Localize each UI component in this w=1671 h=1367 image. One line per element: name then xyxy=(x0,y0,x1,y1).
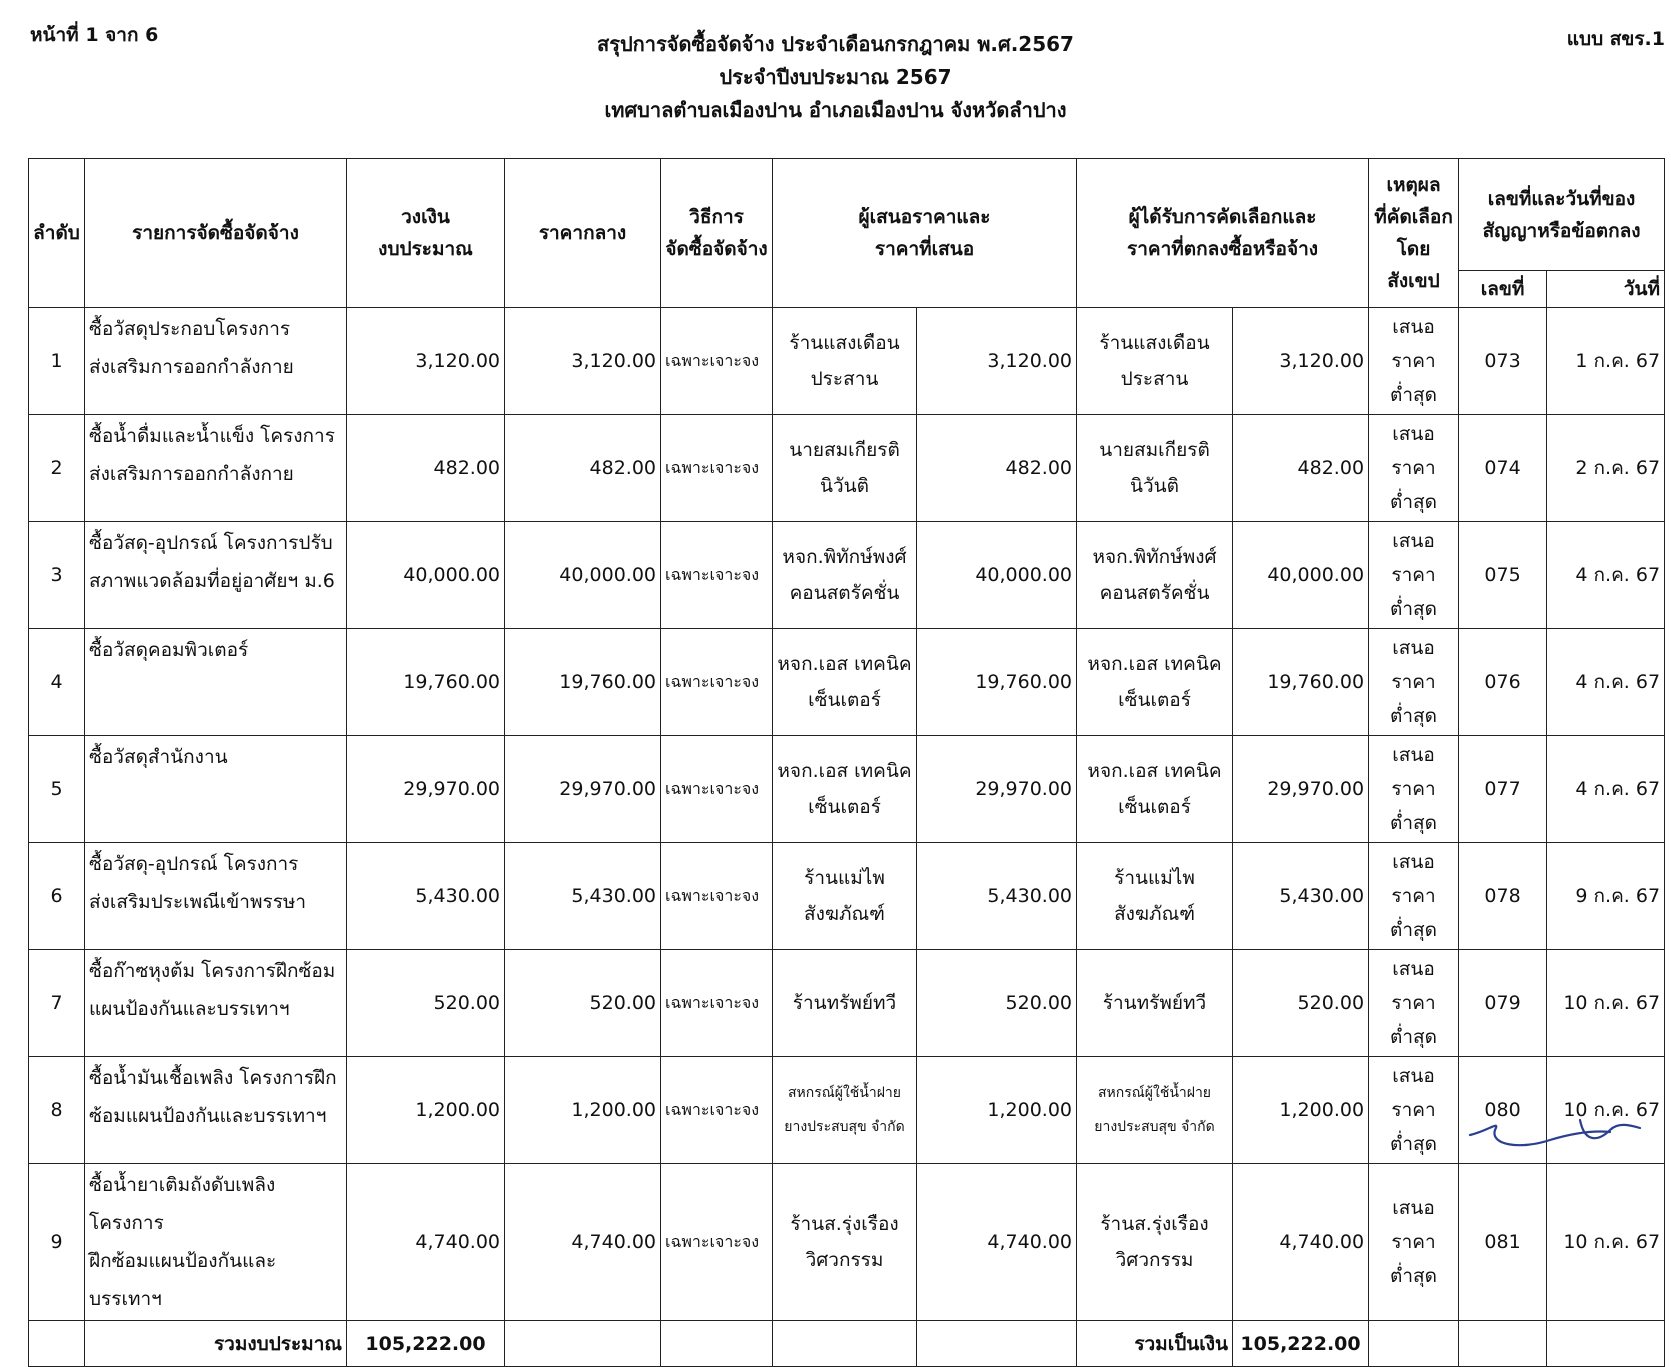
header-method: วิธีการ จัดซื้อจัดจ้าง xyxy=(661,159,773,308)
row-reason: เสนอราคา ต่ำสุด xyxy=(1369,415,1459,522)
table-row xyxy=(29,843,1665,950)
procurement-table xyxy=(28,158,1665,1367)
row-no: 4 xyxy=(29,629,85,736)
row-method: เฉพาะเจาะจง xyxy=(661,522,773,629)
row-bidder: หจก.เอส เทคนิค เซ็นเตอร์ xyxy=(773,629,917,736)
row-bid-price: 3,120.00 xyxy=(917,308,1077,415)
header-bidders: ผู้เสนอราคาและ ราคาที่เสนอ xyxy=(773,159,1077,308)
page-number: หน้าที่ 1 จาก 6 xyxy=(30,24,159,46)
row-item: ซื้อวัสดุ-อุปกรณ์ โครงการ ส่งเสริมประเพณีเข้าพรรษา xyxy=(85,843,347,950)
title-line-1: สรุปการจัดซื้อจัดจ้าง ประจำเดือนกรกฎาคม พ.ศ.2567 xyxy=(597,32,1074,56)
row-reason: เสนอราคา ต่ำสุด xyxy=(1369,522,1459,629)
document-title xyxy=(0,28,1671,127)
row-budget: 4,740.00 xyxy=(347,1164,505,1321)
total-sum-label: รวมเป็นเงิน xyxy=(1077,1321,1233,1367)
row-bid-price: 482.00 xyxy=(917,415,1077,522)
row-reason: เสนอราคา ต่ำสุด xyxy=(1369,629,1459,736)
totals-row xyxy=(29,1321,1665,1367)
total-sum-value: 105,222.00 xyxy=(1233,1321,1369,1367)
row-reason: เสนอราคา ต่ำสุด xyxy=(1369,843,1459,950)
row-no: 8 xyxy=(29,1057,85,1164)
row-contract-no: 077 xyxy=(1459,736,1547,843)
header-median-price: ราคากลาง xyxy=(505,159,661,308)
row-budget: 5,430.00 xyxy=(347,843,505,950)
row-budget: 1,200.00 xyxy=(347,1057,505,1164)
signature xyxy=(1460,1090,1650,1160)
row-contract-date: 1 ก.ค. 67 xyxy=(1547,308,1665,415)
row-median-price: 40,000.00 xyxy=(505,522,661,629)
row-contract-no: 073 xyxy=(1459,308,1547,415)
total-budget-value: 105,222.00 xyxy=(347,1321,505,1367)
row-method: เฉพาะเจาะจง xyxy=(661,308,773,415)
row-median-price: 520.00 xyxy=(505,950,661,1057)
table-row xyxy=(29,1057,1665,1164)
row-win-price: 3,120.00 xyxy=(1233,308,1369,415)
row-bidder: หจก.เอส เทคนิค เซ็นเตอร์ xyxy=(773,736,917,843)
row-method: เฉพาะเจาะจง xyxy=(661,736,773,843)
header-contract-date: วันที่ xyxy=(1547,271,1665,308)
row-contract-no: 079 xyxy=(1459,950,1547,1057)
row-winner: สหกรณ์ผู้ใช้น้ำฝาย ยางประสบสุข จำกัด xyxy=(1077,1057,1233,1164)
row-no: 7 xyxy=(29,950,85,1057)
row-method: เฉพาะเจาะจง xyxy=(661,629,773,736)
row-budget: 520.00 xyxy=(347,950,505,1057)
header-budget: วงเงิน งบประมาณ xyxy=(347,159,505,308)
row-bidder: ร้านแม่ไพ สังฆภัณฑ์ xyxy=(773,843,917,950)
row-bid-price: 4,740.00 xyxy=(917,1164,1077,1321)
row-winner: นายสมเกียรติ นิวันติ xyxy=(1077,415,1233,522)
row-bid-price: 520.00 xyxy=(917,950,1077,1057)
header-no: ลำดับ xyxy=(29,159,85,308)
row-contract-no: 080 xyxy=(1459,1057,1547,1164)
row-median-price: 29,970.00 xyxy=(505,736,661,843)
row-budget: 482.00 xyxy=(347,415,505,522)
row-bidder: สหกรณ์ผู้ใช้น้ำฝาย ยางประสบสุข จำกัด xyxy=(773,1057,917,1164)
row-contract-no: 074 xyxy=(1459,415,1547,522)
row-winner: ร้านทรัพย์ทวี xyxy=(1077,950,1233,1057)
row-contract-date: 9 ก.ค. 67 xyxy=(1547,843,1665,950)
row-contract-no: 078 xyxy=(1459,843,1547,950)
row-no: 2 xyxy=(29,415,85,522)
row-item: ซื้อน้ำดื่มและน้ำแข็ง โครงการ ส่งเสริมการออกกำลังกาย xyxy=(85,415,347,522)
row-contract-date: 4 ก.ค. 67 xyxy=(1547,629,1665,736)
row-bidder: หจก.พิทักษ์พงศ์ คอนสตรัคชั่น xyxy=(773,522,917,629)
row-bid-price: 40,000.00 xyxy=(917,522,1077,629)
row-winner: ร้านแม่ไพ สังฆภัณฑ์ xyxy=(1077,843,1233,950)
row-method: เฉพาะเจาะจง xyxy=(661,843,773,950)
table-row xyxy=(29,415,1665,522)
header-winner: ผู้ได้รับการคัดเลือกและ ราคาที่ตกลงซื้อหรือจ้าง xyxy=(1077,159,1369,308)
row-no: 6 xyxy=(29,843,85,950)
header-reason: เหตุผล ที่คัดเลือก โดยสังเขป xyxy=(1369,159,1459,308)
row-win-price: 5,430.00 xyxy=(1233,843,1369,950)
header-item: รายการจัดซื้อจัดจ้าง xyxy=(85,159,347,308)
row-reason: เสนอราคา ต่ำสุด xyxy=(1369,1164,1459,1321)
row-win-price: 4,740.00 xyxy=(1233,1164,1369,1321)
row-method: เฉพาะเจาะจง xyxy=(661,950,773,1057)
row-bidder: ร้านแสงเดือน ประสาน xyxy=(773,308,917,415)
row-reason: เสนอราคา ต่ำสุด xyxy=(1369,1057,1459,1164)
row-bid-price: 1,200.00 xyxy=(917,1057,1077,1164)
row-item: ซื้อวัสดุสำนักงาน xyxy=(85,736,347,843)
row-median-price: 1,200.00 xyxy=(505,1057,661,1164)
row-no: 5 xyxy=(29,736,85,843)
row-budget: 3,120.00 xyxy=(347,308,505,415)
row-item: ซื้อก๊าซหุงต้ม โครงการฝึกซ้อม แผนป้องกันและบรรเทาฯ xyxy=(85,950,347,1057)
table-row xyxy=(29,950,1665,1057)
row-median-price: 3,120.00 xyxy=(505,308,661,415)
row-reason: เสนอราคา ต่ำสุด xyxy=(1369,736,1459,843)
header-contract-no: เลขที่ xyxy=(1459,271,1547,308)
row-median-price: 482.00 xyxy=(505,415,661,522)
row-median-price: 5,430.00 xyxy=(505,843,661,950)
row-contract-date: 10 ก.ค. 67 xyxy=(1547,1057,1665,1164)
row-item: ซื้อวัสดุประกอบโครงการ ส่งเสริมการออกกำลังกาย xyxy=(85,308,347,415)
row-no: 3 xyxy=(29,522,85,629)
row-bid-price: 19,760.00 xyxy=(917,629,1077,736)
row-reason: เสนอราคา ต่ำสุด xyxy=(1369,950,1459,1057)
row-bidder: ร้านทรัพย์ทวี xyxy=(773,950,917,1057)
header-contract: เลขที่และวันที่ของ สัญญาหรือข้อตกลง xyxy=(1459,159,1665,271)
row-win-price: 40,000.00 xyxy=(1233,522,1369,629)
row-method: เฉพาะเจาะจง xyxy=(661,1057,773,1164)
row-win-price: 1,200.00 xyxy=(1233,1057,1369,1164)
row-win-price: 19,760.00 xyxy=(1233,629,1369,736)
row-median-price: 4,740.00 xyxy=(505,1164,661,1321)
row-win-price: 520.00 xyxy=(1233,950,1369,1057)
row-contract-date: 4 ก.ค. 67 xyxy=(1547,522,1665,629)
row-bidder: นายสมเกียรติ นิวันติ xyxy=(773,415,917,522)
row-contract-no: 081 xyxy=(1459,1164,1547,1321)
row-bidder: ร้านส.รุ่งเรือง วิศวกรรม xyxy=(773,1164,917,1321)
row-method: เฉพาะเจาะจง xyxy=(661,415,773,522)
row-contract-date: 2 ก.ค. 67 xyxy=(1547,415,1665,522)
row-contract-no: 075 xyxy=(1459,522,1547,629)
row-budget: 40,000.00 xyxy=(347,522,505,629)
row-no: 9 xyxy=(29,1164,85,1321)
row-win-price: 29,970.00 xyxy=(1233,736,1369,843)
form-code: แบบ สขร.1 xyxy=(1566,28,1665,50)
table-row xyxy=(29,736,1665,843)
row-winner: หจก.เอส เทคนิค เซ็นเตอร์ xyxy=(1077,736,1233,843)
row-item: ซื้อวัสดุคอมพิวเตอร์ xyxy=(85,629,347,736)
row-item: ซื้อน้ำยาเติมถังดับเพลิง โครงการ ฝึกซ้อมแผนป้องกันและบรรเทาฯ xyxy=(85,1164,347,1321)
row-method: เฉพาะเจาะจง xyxy=(661,1164,773,1321)
row-budget: 19,760.00 xyxy=(347,629,505,736)
row-median-price: 19,760.00 xyxy=(505,629,661,736)
title-line-3: เทศบาลตำบลเมืองปาน อำเภอเมืองปาน จังหวัดลำปาง xyxy=(604,98,1067,122)
row-contract-no: 076 xyxy=(1459,629,1547,736)
row-contract-date: 4 ก.ค. 67 xyxy=(1547,736,1665,843)
row-win-price: 482.00 xyxy=(1233,415,1369,522)
row-bid-price: 29,970.00 xyxy=(917,736,1077,843)
table-row xyxy=(29,1164,1665,1321)
total-budget-label: รวมงบประมาณ xyxy=(85,1321,347,1367)
row-winner: ร้านแสงเดือน ประสาน xyxy=(1077,308,1233,415)
row-no: 1 xyxy=(29,308,85,415)
row-bid-price: 5,430.00 xyxy=(917,843,1077,950)
row-budget: 29,970.00 xyxy=(347,736,505,843)
row-winner: หจก.เอส เทคนิค เซ็นเตอร์ xyxy=(1077,629,1233,736)
table-row xyxy=(29,522,1665,629)
table-row xyxy=(29,629,1665,736)
row-contract-date: 10 ก.ค. 67 xyxy=(1547,1164,1665,1321)
row-reason: เสนอราคา ต่ำสุด xyxy=(1369,308,1459,415)
table-row xyxy=(29,308,1665,415)
row-item: ซื้อวัสดุ-อุปกรณ์ โครงการปรับ สภาพแวดล้อมที่อยู่อาศัยฯ ม.6 xyxy=(85,522,347,629)
row-item: ซื้อน้ำมันเชื้อเพลิง โครงการฝึก ซ้อมแผนป้องกันและบรรเทาฯ xyxy=(85,1057,347,1164)
row-winner: ร้านส.รุ่งเรือง วิศวกรรม xyxy=(1077,1164,1233,1321)
row-contract-date: 10 ก.ค. 67 xyxy=(1547,950,1665,1057)
row-winner: หจก.พิทักษ์พงศ์ คอนสตรัคชั่น xyxy=(1077,522,1233,629)
title-line-2: ประจำปีงบประมาณ 2567 xyxy=(719,65,952,89)
